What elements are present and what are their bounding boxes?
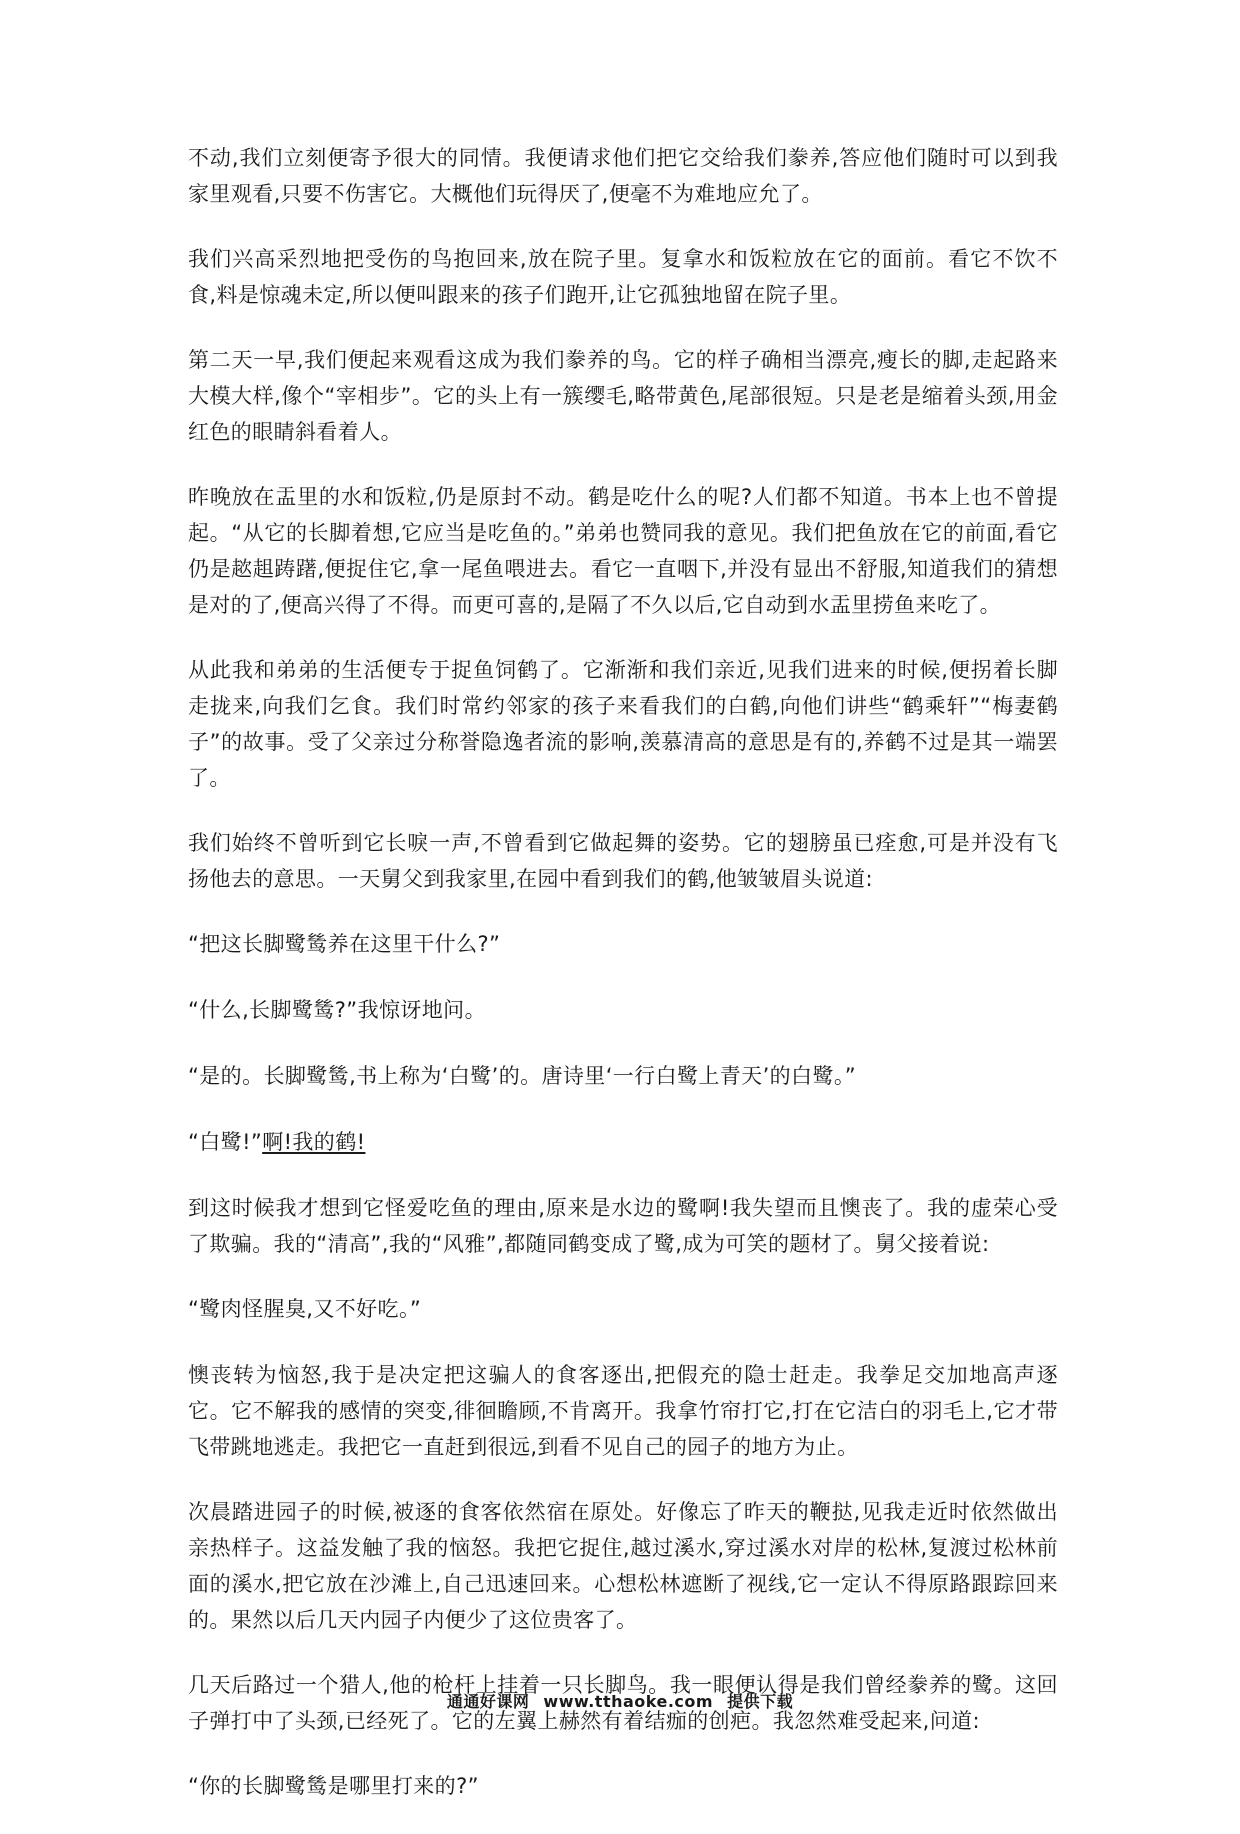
footer-site-name: 通通好课网 — [446, 1692, 530, 1711]
dialogue-line: “把这长脚鹭鸶养在这里干什么?” — [188, 932, 501, 956]
dialogue-line: “是的。长脚鹭鸶,书上称为‘白鹭’的。唐诗里‘一行白鹭上青天’的白鹭。” — [188, 1064, 857, 1088]
exclamation-underlined: 啊!我的鹤! — [262, 1130, 366, 1154]
paragraph: 我们兴高采烈地把受伤的鸟抱回来,放在院子里。复拿水和饭粒放在它的面前。看它不饮不食,料是惊魂未定,所以便叫跟来的孩子们跑开,让它孤独地留在院子里。 — [188, 247, 1058, 307]
paragraph: 我们始终不曾听到它长唳一声,不曾看到它做起舞的姿势。它的翅膀虽已痊愈,可是并没有飞扬他去的意思。一天舅父到我家里,在园中看到我们的鹤,他皱皱眉头说道: — [188, 831, 1058, 891]
paragraph: 次晨踏进园子的时候,被逐的食客依然宿在原处。好像忘了昨天的鞭挞,见我走近时依然做出亲热样子。这益发触了我的恼怒。我把它捉住,越过溪水,穿过溪水对岸的松林,复渡过松林前面的溪水,把它放在沙滩上,自己迅速回来。心想松林遮断了视线,它一定认不得原路跟踪回来的。果然以后几天内园子内便少了这位贵客了。 — [188, 1500, 1058, 1632]
paragraph: 不动,我们立刻便寄予很大的同情。我便请求他们把它交给我们豢养,答应他们随时可以到我家里观看,只要不伤害它。大概他们玩得厌了,便毫不为难地应允了。 — [188, 146, 1058, 206]
paragraph: 到这时候我才想到它怪爱吃鱼的理由,原来是水边的鹭啊!我失望而且懊丧了。我的虚荣心受了欺骗。我的“清高”,我的“风雅”,都随同鹤变成了鹭,成为可笑的题材了。舅父接着说: — [188, 1196, 1058, 1256]
paragraph: 从此我和弟弟的生活便专于捉鱼饲鹤了。它渐渐和我们亲近,见我们进来的时候,便拐着长脚走拢来,向我们乞食。我们时常约邻家的孩子来看我们的白鹤,向他们讲些“鹤乘轩”“梅妻鹤子”的故事。受了父亲过分称誉隐逸者流的影响,羡慕清高的意思是有的,养鹤不过是其一端罢了。 — [188, 658, 1058, 790]
dialogue-line: “鹭肉怪腥臭,又不好吃。” — [188, 1297, 422, 1321]
footer-url[interactable]: www.tthaoke.com — [543, 1692, 714, 1711]
footer-note: 提供下载 — [727, 1692, 794, 1711]
paragraph: 几天后路过一个猎人,他的枪杆上挂着一只长脚鸟。我一眼便认得是我们曾经豢养的鹭。这回子弹打中了头颈,已经死了。它的左翼上赫然有着结痂的创疤。我忽然难受起来,问道: — [188, 1673, 1058, 1733]
exclamation-line — [188, 1124, 1058, 1160]
paragraph: 第二天一早,我们便起来观看这成为我们豢养的鸟。它的样子确相当漂亮,瘦长的脚,走起路来大模大样,像个“宰相步”。它的头上有一簇缨毛,略带黄色,尾部很短。只是老是缩着头颈,用金红色的眼睛斜看着人。 — [188, 348, 1058, 444]
exclamation-quote: “白鹭!” — [188, 1130, 263, 1154]
page-footer — [0, 1689, 1240, 1712]
document-body — [188, 140, 1058, 1834]
dialogue-line: “你的长脚鹭鸶是哪里打来的?” — [188, 1774, 479, 1798]
paragraph: 昨晚放在盂里的水和饭粒,仍是原封不动。鹤是吃什么的呢?人们都不知道。书本上也不曾提起。“从它的长脚着想,它应当是吃鱼的。”弟弟也赞同我的意见。我们把鱼放在它的前面,看它仍是趑趄踌躇,便捉住它,拿一尾鱼喂进去。看它一直咽下,并没有显出不舒服,知道我们的猜想是对的了,便高兴得了不得。而更可喜的,是隔了不久以后,它自动到水盂里捞鱼来吃了。 — [188, 485, 1058, 617]
dialogue-line: “什么,长脚鹭鸶?”我惊讶地问。 — [188, 998, 486, 1022]
paragraph: 懊丧转为恼怒,我于是决定把这骗人的食客逐出,把假充的隐士赶走。我拳足交加地高声逐它。它不解我的感情的突变,徘徊瞻顾,不肯离开。我拿竹帘打它,打在它洁白的羽毛上,它才带飞带跳地逃走。我把它一直赶到很远,到看不见自己的园子的地方为止。 — [188, 1363, 1058, 1459]
